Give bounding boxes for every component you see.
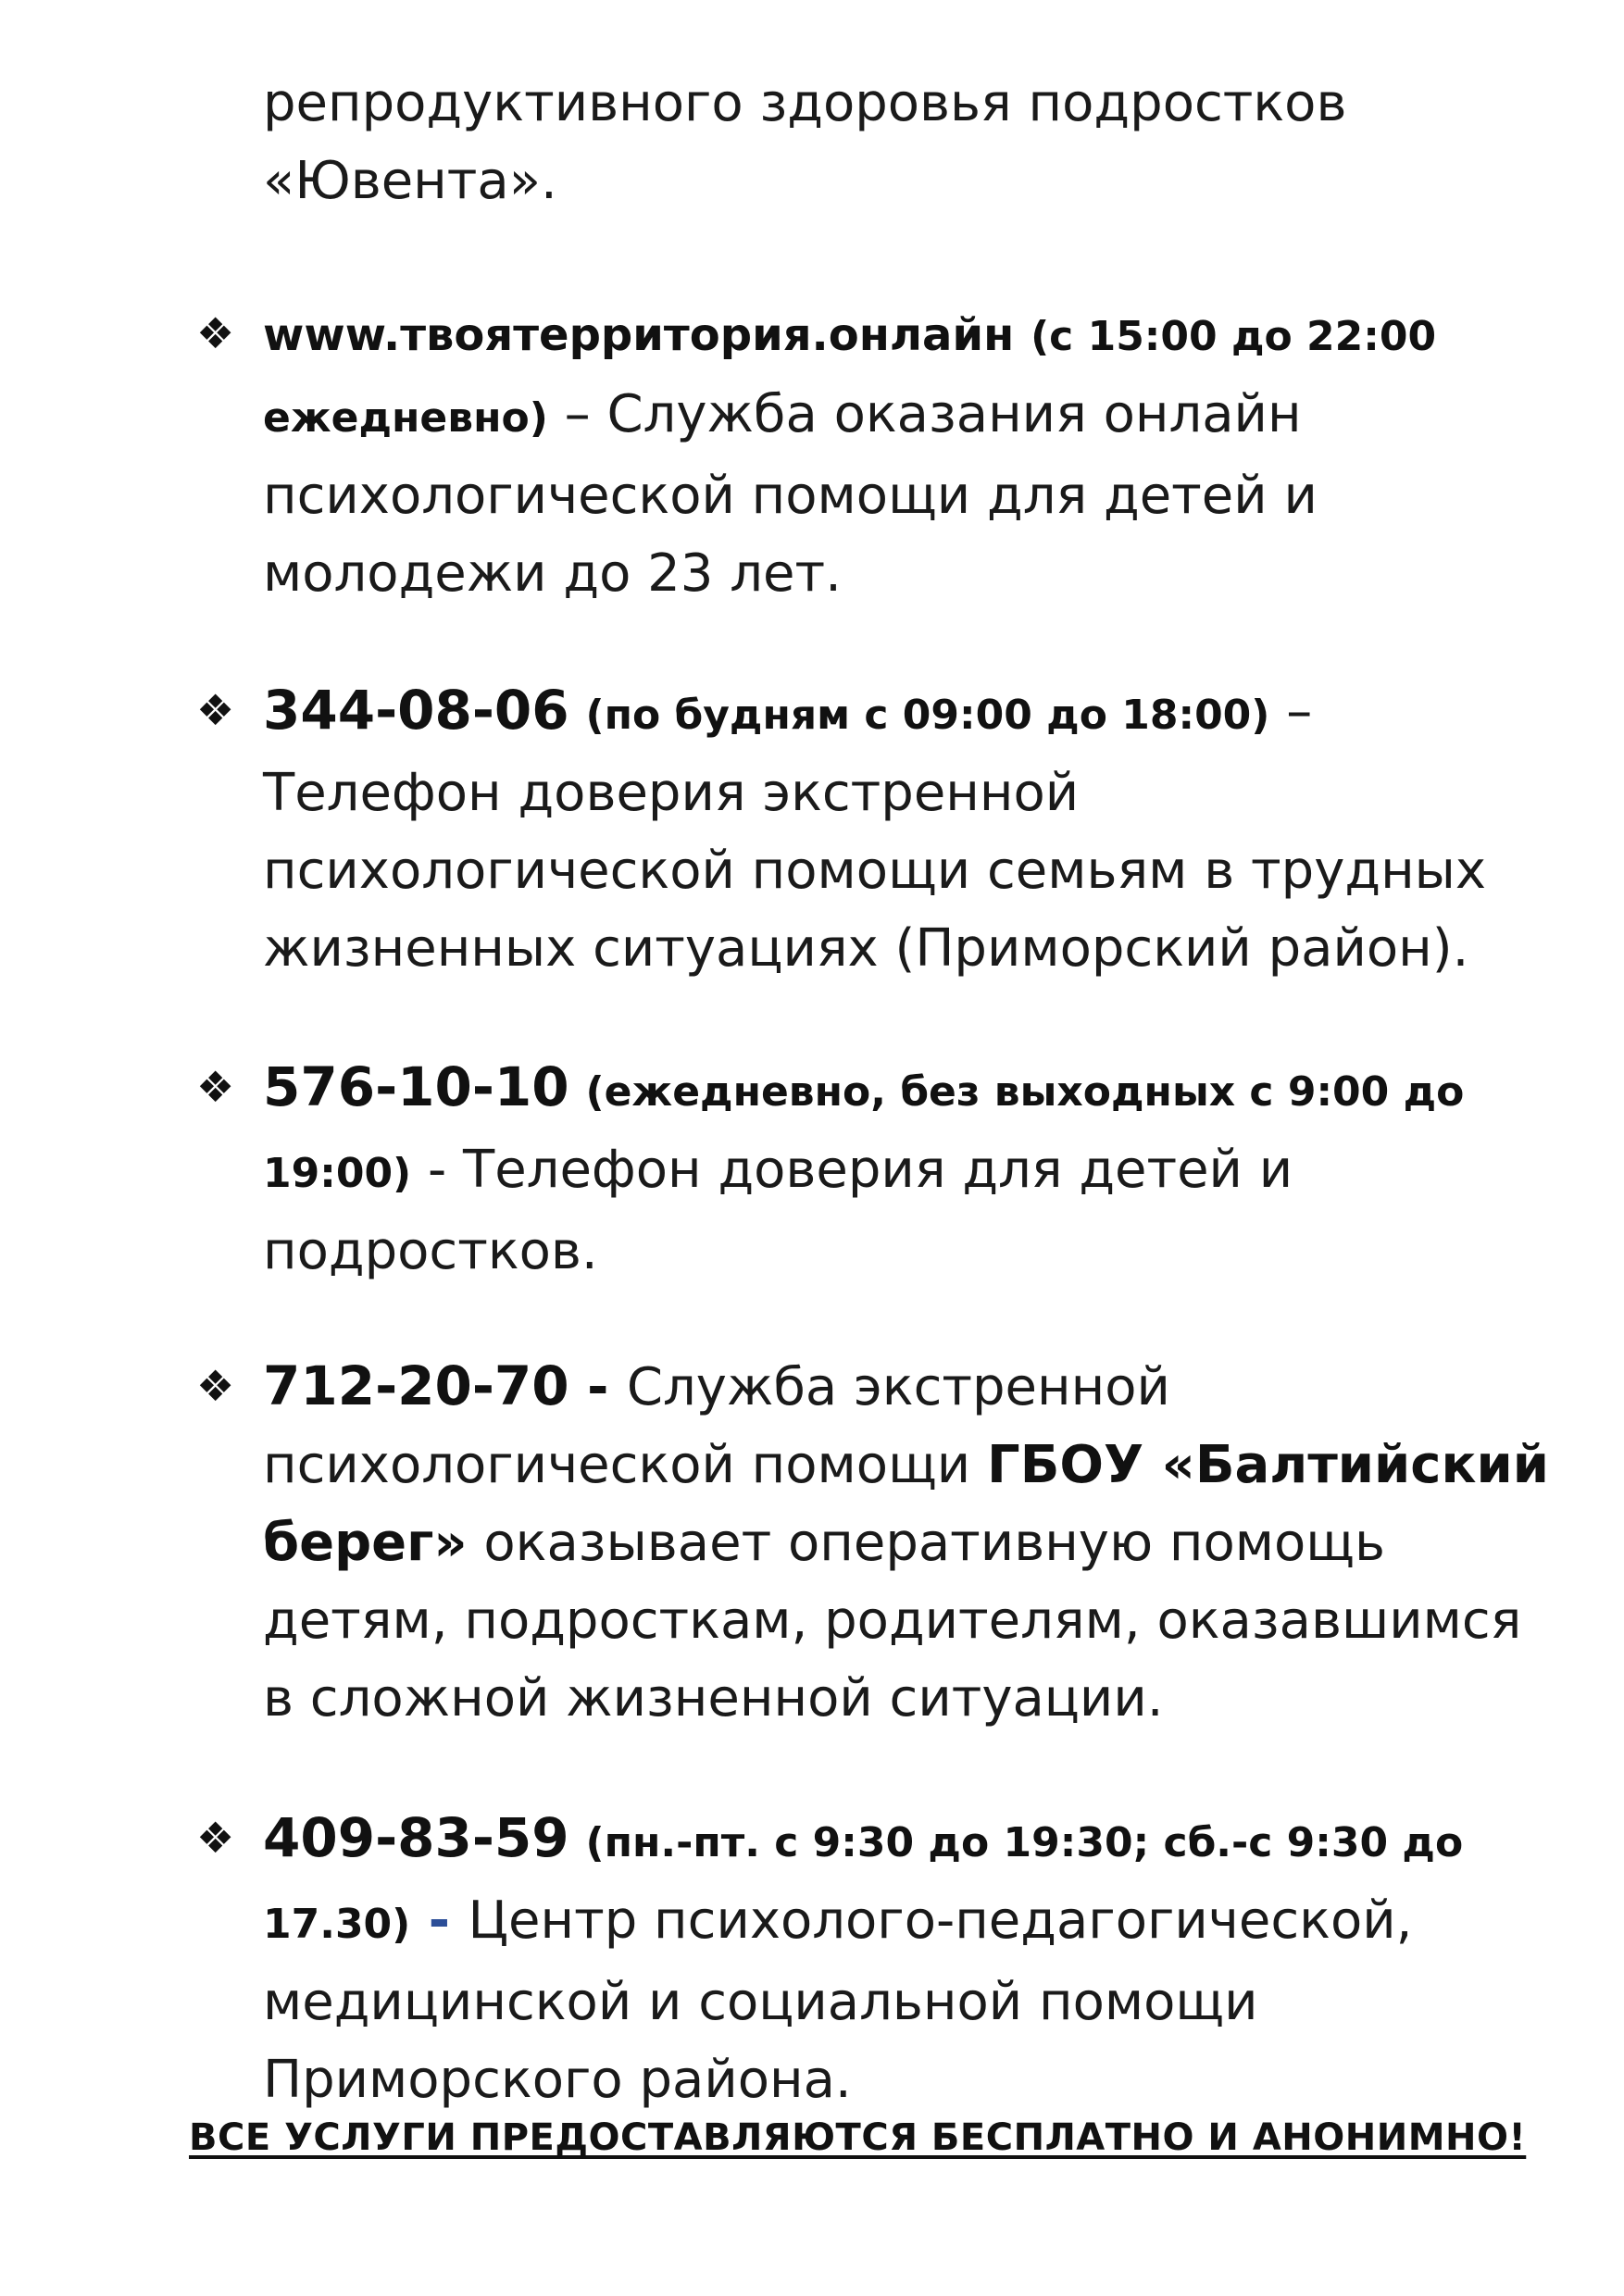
service-description: Телефон доверия экстренной психологической помощи семьям в трудных жизненных ситуациях (Приморский район). [263, 763, 1487, 979]
list-item-body [263, 671, 1557, 988]
bullet-icon: ❖ [196, 1062, 235, 1112]
website-link[interactable]: www.твоятерритория.онлайн [263, 309, 1015, 361]
separator: - [410, 1890, 468, 1951]
working-hours: (по будням с 09:00 до 18:00) [585, 692, 1270, 739]
phone-number[interactable]: 712-20-70 [263, 1354, 569, 1417]
list-item-body [263, 1799, 1557, 2119]
phone-number[interactable]: 409-83-59 [263, 1806, 569, 1869]
working-hours: (пн.-пт. с 9:30 до 19:30; сб.-с 9:30 до 17.30) [263, 1819, 1464, 1948]
separator: - [411, 1140, 463, 1200]
bullet-icon: ❖ [196, 1813, 235, 1863]
bullet-icon: ❖ [196, 1361, 235, 1411]
bullet-icon: ❖ [196, 685, 235, 735]
separator: - [568, 1357, 627, 1417]
list-item-body [263, 1347, 1557, 1738]
service-description: Центр психолого-педагогической, медицинской и социальной помощи Приморского района. [263, 1890, 1413, 2110]
separator: – [1269, 681, 1313, 742]
service-description: Телефон доверия для детей и подростков. [263, 1140, 1293, 1281]
intro-text: репродуктивного здоровья подростков «Ювента». [263, 73, 1347, 211]
organization-name: ГБОУ «Балтийский берег» [263, 1435, 1549, 1573]
list-item-website [196, 294, 1557, 613]
list-item-phone-712 [196, 1347, 1557, 1738]
bullet-icon: ❖ [196, 308, 235, 358]
phone-number[interactable]: 344-08-06 [263, 679, 569, 742]
footer-notice: ВСЕ УСЛУГИ ПРЕДОСТАВЛЯЮТСЯ БЕСПЛАТНО И АНОНИМНО! [189, 2116, 1527, 2159]
list-item-body [263, 294, 1557, 613]
phone-number[interactable]: 576-10-10 [263, 1055, 569, 1118]
service-description-end: оказывает оперативную помощь детям, подросткам, родителям, оказавшимся в сложной жизненной ситуации. [263, 1513, 1522, 1728]
list-item-phone-576 [196, 1048, 1557, 1291]
working-hours: (ежедневно, без выходных с 9:00 до 19:00) [263, 1068, 1465, 1197]
list-item-body [263, 1048, 1557, 1291]
working-hours: (с 15:00 до 22:00 ежедневно) [263, 313, 1437, 442]
separator: – [547, 384, 607, 444]
list-item-phone-344 [196, 671, 1557, 988]
list-item-phone-409 [196, 1799, 1557, 2119]
service-description: Служба оказания онлайн психологической помощи для детей и молодежи до 23 лет. [263, 384, 1318, 604]
service-description-start: Служба экстренной психологической помощи [263, 1357, 1170, 1495]
